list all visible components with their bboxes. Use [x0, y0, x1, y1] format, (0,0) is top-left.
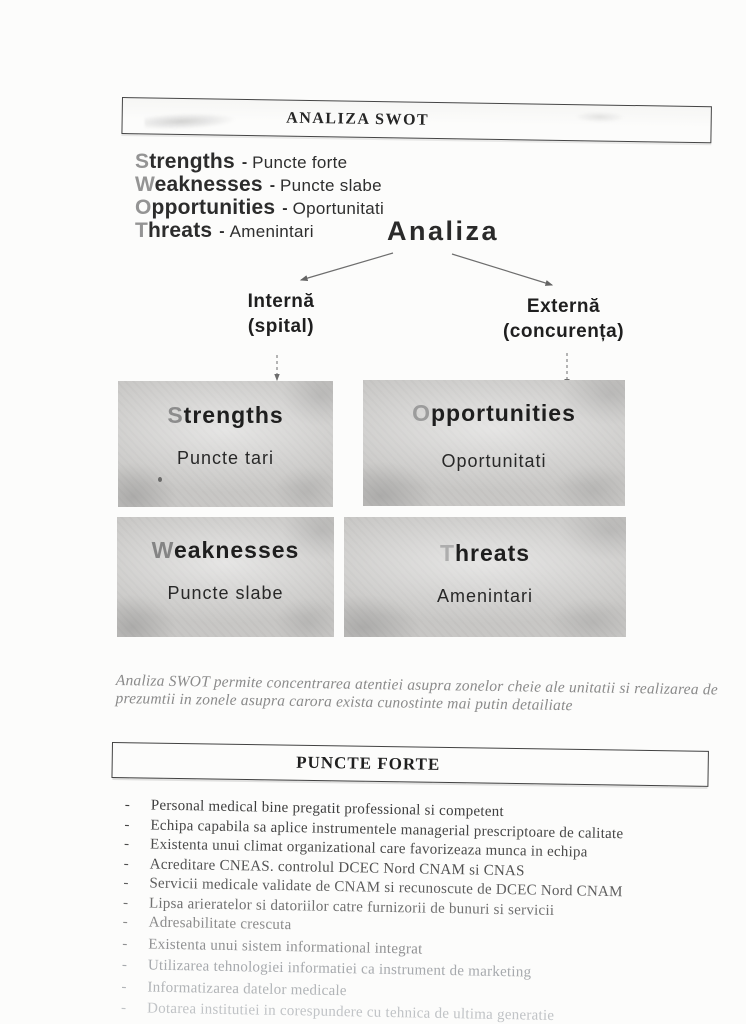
quadrant-strengths — [118, 381, 333, 507]
legend-separator: - — [219, 223, 225, 240]
legend-translation: Amenintari — [229, 222, 314, 241]
bullet-marker: - — [123, 875, 129, 892]
bullet-text: Adresabilitate crescuta — [148, 914, 292, 934]
quadrant-subtitle: Oportunitati — [441, 451, 547, 471]
bullet-text: Existenta unui climat organizational care favorizeaza munca in echipa — [149, 836, 588, 861]
quadrant-subtitle: Puncte slabe — [167, 583, 284, 603]
analiza-swot-title-box — [121, 97, 712, 143]
scan-dot-artifact — [158, 477, 162, 482]
bullet-text: Personal medical bine pregatit professional si competent — [150, 797, 504, 820]
quadrant-weaknesses — [117, 517, 334, 637]
legend-item — [135, 196, 384, 219]
legend-translation: Puncte forte — [252, 153, 348, 172]
bullet-text: Existenta unui sistem informational integrat — [148, 936, 423, 958]
quadrant-title: Strengths — [167, 402, 284, 428]
scan-smudge — [575, 111, 625, 123]
puncte-forte-title-box — [111, 742, 708, 787]
puncte-forte-list — [118, 796, 730, 1024]
section-title: PUNCTE FORTE — [296, 752, 441, 774]
bullet-marker: - — [124, 816, 130, 833]
arrow-to-interna-icon — [301, 253, 393, 280]
bullet-text: Acreditare CNEAS. controlul DCEC Nord CNAM si CNAS — [149, 856, 525, 879]
quadrant-subtitle: Amenintari — [436, 586, 534, 606]
bullet-marker: - — [123, 855, 130, 872]
branch-interna — [221, 289, 341, 339]
branch-sublabel: (spital) — [247, 316, 315, 337]
branch-externa — [476, 294, 651, 344]
bullet-marker: - — [124, 797, 131, 814]
legend-translation: Oportunitati — [292, 199, 385, 218]
note-paragraph: Analiza SWOT permite concentrarea atentiei asupra zonelor cheie ale unitatii si realizarea de prezumtii in zonele asupra carora exista cunostinte mai putin detailiate — [115, 672, 719, 714]
legend-separator: - — [282, 200, 288, 217]
bullet-marker: - — [122, 935, 128, 952]
quadrant-title: Opportunities — [412, 400, 576, 426]
legend-term: Weaknesses — [135, 173, 263, 196]
legend-translation: Puncte slabe — [280, 176, 382, 195]
arrow-to-externa-icon — [452, 254, 552, 285]
swot-legend — [135, 150, 384, 242]
branch-label: Externă — [526, 296, 601, 317]
bullet-text: Informatizarea datelor medicale — [147, 979, 347, 999]
branch-label: Internă — [247, 291, 315, 312]
bullet-marker: - — [123, 836, 130, 853]
bullet-text: Servicii medicale validate de CNAM si recunoscute de DCEC Nord CNAM — [149, 875, 623, 901]
quadrant-title: Weaknesses — [151, 537, 300, 563]
bullet-marker: - — [121, 957, 128, 974]
quadrant-subtitle: Puncte tari — [176, 448, 275, 468]
quadrant-threats — [344, 517, 626, 637]
bullet-text: Dotarea institutiei in corespundere cu tehnica de ultima generatie — [146, 1000, 555, 1024]
bullet-marker: - — [121, 978, 127, 995]
legend-separator: - — [269, 177, 276, 194]
bullet-text: Lipsa arieratelor si datoriilor catre furnizorii de bunuri si servicii — [148, 895, 555, 919]
scan-smudge — [144, 111, 237, 130]
legend-item — [135, 150, 384, 173]
bullet-marker: - — [122, 914, 129, 931]
quadrant-title: Threats — [439, 540, 531, 566]
legend-item — [135, 173, 384, 196]
legend-term: Opportunities — [135, 196, 276, 219]
bullet-marker: - — [120, 1000, 127, 1017]
bullet-text: Echipa capabila sa aplice instrumentele managerial prescriptoare de calitate — [150, 817, 624, 842]
legend-term: Threats — [135, 219, 213, 242]
branch-sublabel: (concurența) — [502, 321, 625, 342]
legend-term: Strengths — [135, 150, 235, 173]
legend-separator: - — [241, 154, 248, 171]
quadrant-opportunities — [363, 380, 625, 506]
page-title: ANALIZA SWOT — [286, 109, 430, 129]
legend-item — [135, 219, 384, 242]
bullet-marker: - — [122, 894, 129, 911]
diagram-root-label: Analiza — [387, 216, 500, 246]
bullet-text: Utilizarea tehnologiei informatiei ca instrument de marketing — [147, 957, 532, 981]
